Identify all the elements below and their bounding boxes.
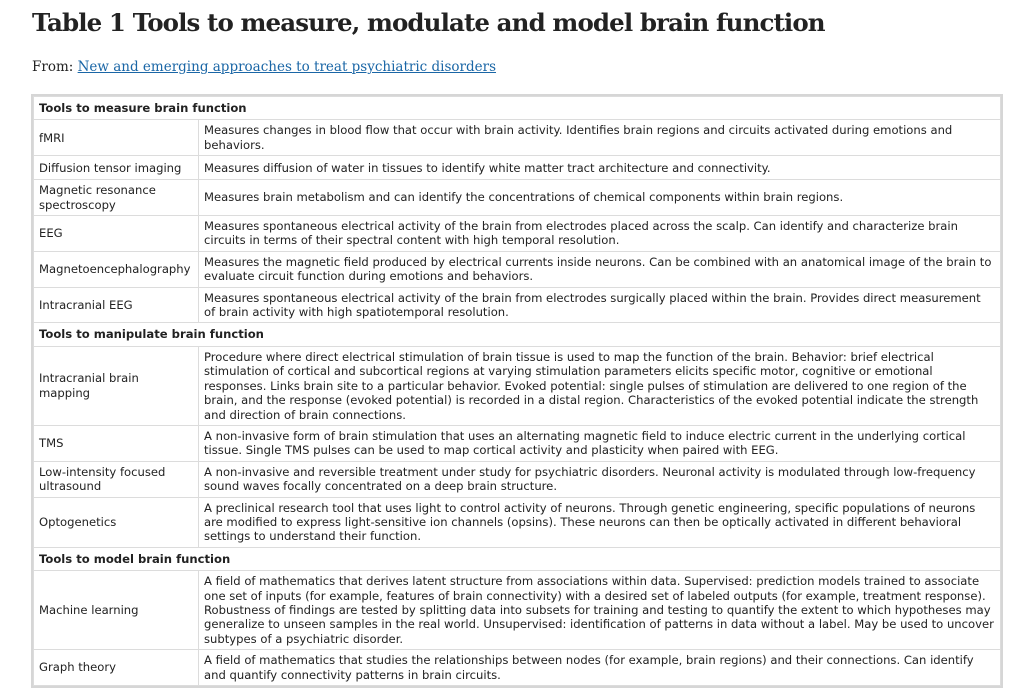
section-heading: Tools to manipulate brain function [34, 323, 1001, 346]
from-label: From: [32, 59, 74, 75]
table-row [34, 287, 1001, 323]
tool-name-cell: Magnetoencephalography [34, 251, 199, 287]
description-cell: A non-invasive form of brain stimulation that uses an alternating magnetic field to induce electric current in the underlying cortical tissue. Single TMS pulses can be used to map cortical activity and plasticity when paired with EEG. [199, 425, 1001, 461]
tool-name-cell: fMRI [34, 120, 199, 156]
tool-name-cell: Machine learning [34, 571, 199, 650]
description-cell: Measures the magnetic field produced by electrical currents inside neurons. Can be combined with an anatomical image of the brain to evaluate circuit function during emotions and behaviors. [199, 251, 1001, 287]
description-cell: A field of mathematics that derives latent structure from associations within data. Supervised: prediction models trained to associate one set of inputs (for example, features of brain connectivity) with a desired set of labeled outputs (for example, treatment response). Robustness of findings are tested by splitting data into subsets for training and testing to quantify the extent to which hypotheses may generalize to unseen samples in the real world. Unsupervised: identification of patterns in data without a label. May be used to uncover subtypes of a psychiatric disorder. [199, 571, 1001, 650]
table-row [34, 461, 1001, 497]
description-cell: Measures brain metabolism and can identify the concentrations of chemical components within brain regions. [199, 180, 1001, 216]
table-row [34, 571, 1001, 650]
table-row [34, 156, 1001, 180]
table-row [34, 497, 1001, 547]
description-cell: Measures spontaneous electrical activity of the brain from electrodes surgically placed within the brain. Provides direct measurement of brain activity with high spatiotemporal resolution. [199, 287, 1001, 323]
description-cell: Measures spontaneous electrical activity of the brain from electrodes placed across the scalp. Can identify and characterize brain circuits in terms of their spectral content with high temporal resolution. [199, 216, 1001, 252]
section-heading: Tools to measure brain function [34, 97, 1001, 120]
table-row [34, 180, 1001, 216]
section-header-row [34, 97, 1001, 120]
table-row [34, 251, 1001, 287]
tool-name-cell: EEG [34, 216, 199, 252]
description-cell: Measures changes in blood flow that occur with brain activity. Identifies brain regions and circuits activated during emotions and behaviors. [199, 120, 1001, 156]
table-container [31, 94, 1003, 688]
table-row [34, 425, 1001, 461]
tool-name-cell: Intracranial EEG [34, 287, 199, 323]
description-cell: Procedure where direct electrical stimulation of brain tissue is used to map the function of the brain. Behavior: brief electrical stimulation of cortical and subcortical regions at varying stimulation parameters elicits specific motor, cognitive or emotional responses. Links brain site to a particular behavior. Evoked potential: single pulses of stimulation are delivered to one region of the brain, and the response (evoked potential) is recorded in a distal region. Characteristics of the evoked potential indicate the strength and direction of brain connections. [199, 346, 1001, 425]
table-row [34, 346, 1001, 425]
description-cell: A field of mathematics that studies the relationships between nodes (for example, brain regions) and their connections. Can identify and quantify connectivity patterns in brain circuits. [199, 650, 1001, 686]
table-row [34, 216, 1001, 252]
tool-name-cell: Magnetic resonance spectroscopy [34, 180, 199, 216]
tool-name-cell: Intracranial brain mapping [34, 346, 199, 425]
page-title: Table 1 Tools to measure, modulate and model brain function [32, 8, 825, 37]
section-heading: Tools to model brain function [34, 547, 1001, 570]
section-header-row [34, 323, 1001, 346]
tool-name-cell: Low-intensity focused ultrasound [34, 461, 199, 497]
tools-table [33, 96, 1001, 686]
tool-name-cell: Graph theory [34, 650, 199, 686]
tool-name-cell: TMS [34, 425, 199, 461]
tool-name-cell: Optogenetics [34, 497, 199, 547]
tool-name-cell: Diffusion tensor imaging [34, 156, 199, 180]
table-row [34, 120, 1001, 156]
source-line [32, 59, 496, 75]
table-row [34, 650, 1001, 686]
description-cell: Measures diffusion of water in tissues to identify white matter tract architecture and connectivity. [199, 156, 1001, 180]
description-cell: A non-invasive and reversible treatment under study for psychiatric disorders. Neuronal activity is modulated through low-frequency sound waves focally concentrated on a deep brain structure. [199, 461, 1001, 497]
description-cell: A preclinical research tool that uses light to control activity of neurons. Through genetic engineering, specific populations of neurons are modified to express light-sensitive ion channels (opsins). These neurons can then be optically activated in different behavioral settings to understand their function. [199, 497, 1001, 547]
section-header-row [34, 547, 1001, 570]
source-article-link[interactable]: New and emerging approaches to treat psychiatric disorders [77, 59, 497, 75]
